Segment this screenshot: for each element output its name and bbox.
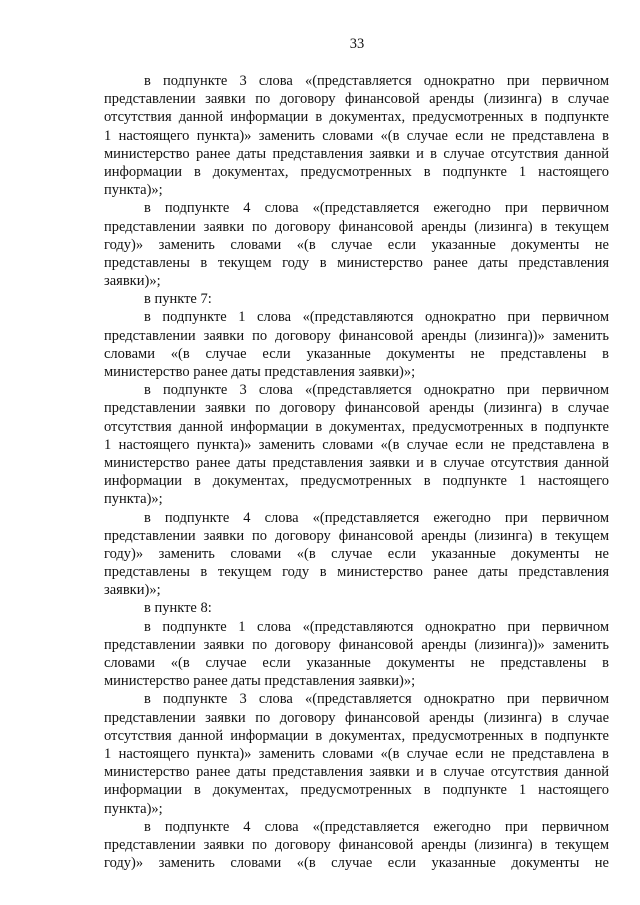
- text-line: в пункте 8:: [144, 600, 212, 617]
- text-line: в пункте 7:: [144, 291, 212, 308]
- text-line: представлены в текущем году в министерство ранее даты представления: [104, 254, 609, 271]
- page-number: 33: [349, 36, 365, 52]
- text-line: пункта)»;: [104, 491, 163, 508]
- text-line: в подпункте 3 слова «(представляется однократно при первичном: [144, 382, 609, 399]
- text-line: в подпункте 1 слова «(представляются однократно при первичном: [144, 618, 609, 635]
- text-line: пункта)»;: [104, 182, 163, 199]
- text-line: представлении заявки по договору финансовой аренды (лизинга) в случае: [104, 709, 609, 726]
- text-line: в подпункте 1 слова «(представляются однократно при первичном: [144, 309, 609, 326]
- text-line: в подпункте 3 слова «(представляется однократно при первичном: [144, 73, 609, 89]
- document-body: [104, 72, 609, 872]
- text-line: году)» заменить словами «(в случае если указанные документы не: [104, 545, 609, 562]
- text-line: министерство ранее даты представления заявки)»;: [104, 673, 416, 690]
- text-line: представлены в текущем году в министерство ранее даты представления: [104, 564, 609, 581]
- text-line: представлении заявки по договору финансовой аренды (лизинга))» заменить: [104, 327, 609, 344]
- text-line: информации в документах, предусмотренных в подпункте 1 настоящего: [104, 163, 609, 180]
- text-line: 1 настоящего пункта)» заменить словами «(в случае если не представлена в: [104, 127, 609, 144]
- text-line: в подпункте 4 слова «(представляется ежегодно при первичном: [144, 818, 609, 835]
- text-line: году)» заменить словами «(в случае если указанные документы не: [104, 855, 609, 872]
- text-line: отсутствия данной информации в документах, предусмотренных в подпункте: [104, 727, 609, 744]
- text-line: отсутствия данной информации в документах, предусмотренных в подпункте: [104, 418, 609, 435]
- text-line: году)» заменить словами «(в случае если указанные документы не: [104, 236, 609, 253]
- text-line: представлении заявки по договору финансовой аренды (лизинга) в текущем: [104, 836, 609, 853]
- text-line: пункта)»;: [104, 800, 163, 817]
- text-line: министерство ранее даты представления заявки и в случае отсутствия данной: [104, 145, 609, 162]
- text-line: представлении заявки по договору финансовой аренды (лизинга) в текущем: [104, 527, 609, 544]
- text-line: словами «(в случае если указанные документы не представлены в: [104, 655, 609, 671]
- text-line: министерство ранее даты представления заявки)»;: [104, 364, 416, 380]
- text-line: информации в документах, предусмотренных в подпункте 1 настоящего: [104, 782, 609, 799]
- text-line: информации в документах, предусмотренных в подпункте 1 настоящего: [104, 473, 609, 490]
- text-line: представлении заявки по договору финансовой аренды (лизинга) в текущем: [104, 218, 609, 235]
- text-line: отсутствия данной информации в документах, предусмотренных в подпункте: [104, 109, 609, 126]
- text-line: заявки)»;: [104, 273, 161, 290]
- text-line: 1 настоящего пункта)» заменить словами «(в случае если не представлена в: [104, 745, 609, 762]
- text-line: в подпункте 4 слова «(представляется ежегодно при первичном: [144, 200, 609, 217]
- text-line: представлении заявки по договору финансовой аренды (лизинга) в случае: [104, 91, 609, 108]
- text-line: 1 настоящего пункта)» заменить словами «(в случае если не представлена в: [104, 436, 609, 453]
- text-line: словами «(в случае если указанные документы не представлены в: [104, 345, 609, 362]
- text-line: в подпункте 3 слова «(представляется однократно при первичном: [144, 691, 609, 708]
- text-line: представлении заявки по договору финансовой аренды (лизинга) в случае: [104, 400, 609, 417]
- text-line: министерство ранее даты представления заявки и в случае отсутствия данной: [104, 454, 609, 471]
- text-line: заявки)»;: [104, 582, 161, 599]
- text-line: представлении заявки по договору финансовой аренды (лизинга))» заменить: [104, 636, 609, 653]
- text-line: министерство ранее даты представления заявки и в случае отсутствия данной: [104, 764, 609, 781]
- text-line: в подпункте 4 слова «(представляется ежегодно при первичном: [144, 509, 609, 526]
